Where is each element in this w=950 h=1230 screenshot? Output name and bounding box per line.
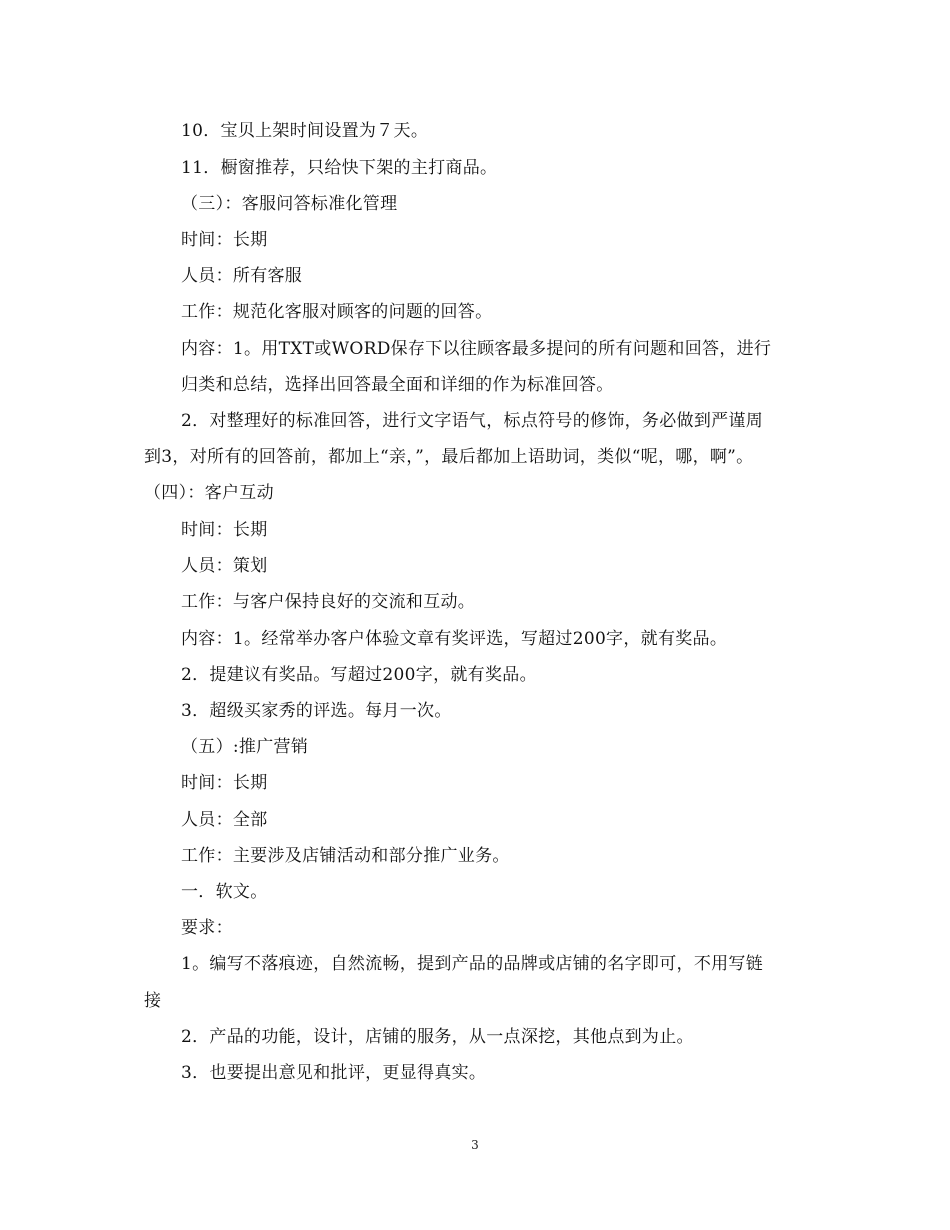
text-line: 一．软文。 [181, 882, 268, 902]
text-line: 内容：1。经常举办客户体验文章有奖评选，写超过200字，就有奖品。 [181, 629, 728, 649]
text-line: 时间：长期 [181, 773, 268, 793]
text-line: 3．超级买家秀的评选。每月一次。 [181, 701, 452, 721]
section-heading: （五）:推广营销 [181, 737, 309, 757]
text-line: 时间：长期 [181, 520, 268, 540]
text-line: 内容：1。用TXT或WORD保存下以往顾客最多提问的所有问题和回答，进行 [181, 339, 772, 359]
text-line: 要求： [181, 918, 233, 938]
text-line: 11．橱窗推荐，只给快下架的主打商品。 [181, 158, 498, 178]
text-line: 接 [144, 991, 162, 1011]
text-line: 工作：规范化客服对顾客的问题的回答。 [181, 302, 493, 322]
text-line: 工作：主要涉及店铺活动和部分推广业务。 [181, 846, 510, 866]
page-number: 3 [471, 1138, 479, 1152]
text-line: 2．提建议有奖品。写超过200字，就有奖品。 [181, 665, 537, 685]
section-heading: （四）：客户互动 [144, 483, 274, 503]
text-line: 工作：与客户保持良好的交流和互动。 [181, 592, 476, 612]
text-line: 人员：策划 [181, 556, 268, 576]
text-line: 时间：长期 [181, 230, 268, 250]
text-line: 人员：全部 [181, 810, 268, 830]
text-line: 3．也要提出意见和批评，更显得真实。 [181, 1063, 487, 1083]
text-line: 1。编写不落痕迹，自然流畅，提到产品的品牌或店铺的名字即可，不用写链 [181, 954, 764, 974]
text-line: 人员：所有客服 [181, 266, 303, 286]
text-line: 10．宝贝上架时间设置为７天。 [181, 121, 429, 141]
text-line: 2．对整理好的标准回答，进行文字语气，标点符号的修饰，务必做到严谨周 [181, 411, 764, 431]
section-heading: （三）：客服问答标准化管理 [181, 194, 398, 214]
text-line: 2．产品的功能，设计，店铺的服务，从一点深挖，其他点到为止。 [181, 1027, 694, 1047]
text-line: 归类和总结，选择出回答最全面和详细的作为标准回答。 [181, 375, 614, 395]
text-line: 到3，对所有的回答前，都加上“亲，”，最后都加上语助词，类似“呢，哪，啊”。 [144, 447, 754, 467]
